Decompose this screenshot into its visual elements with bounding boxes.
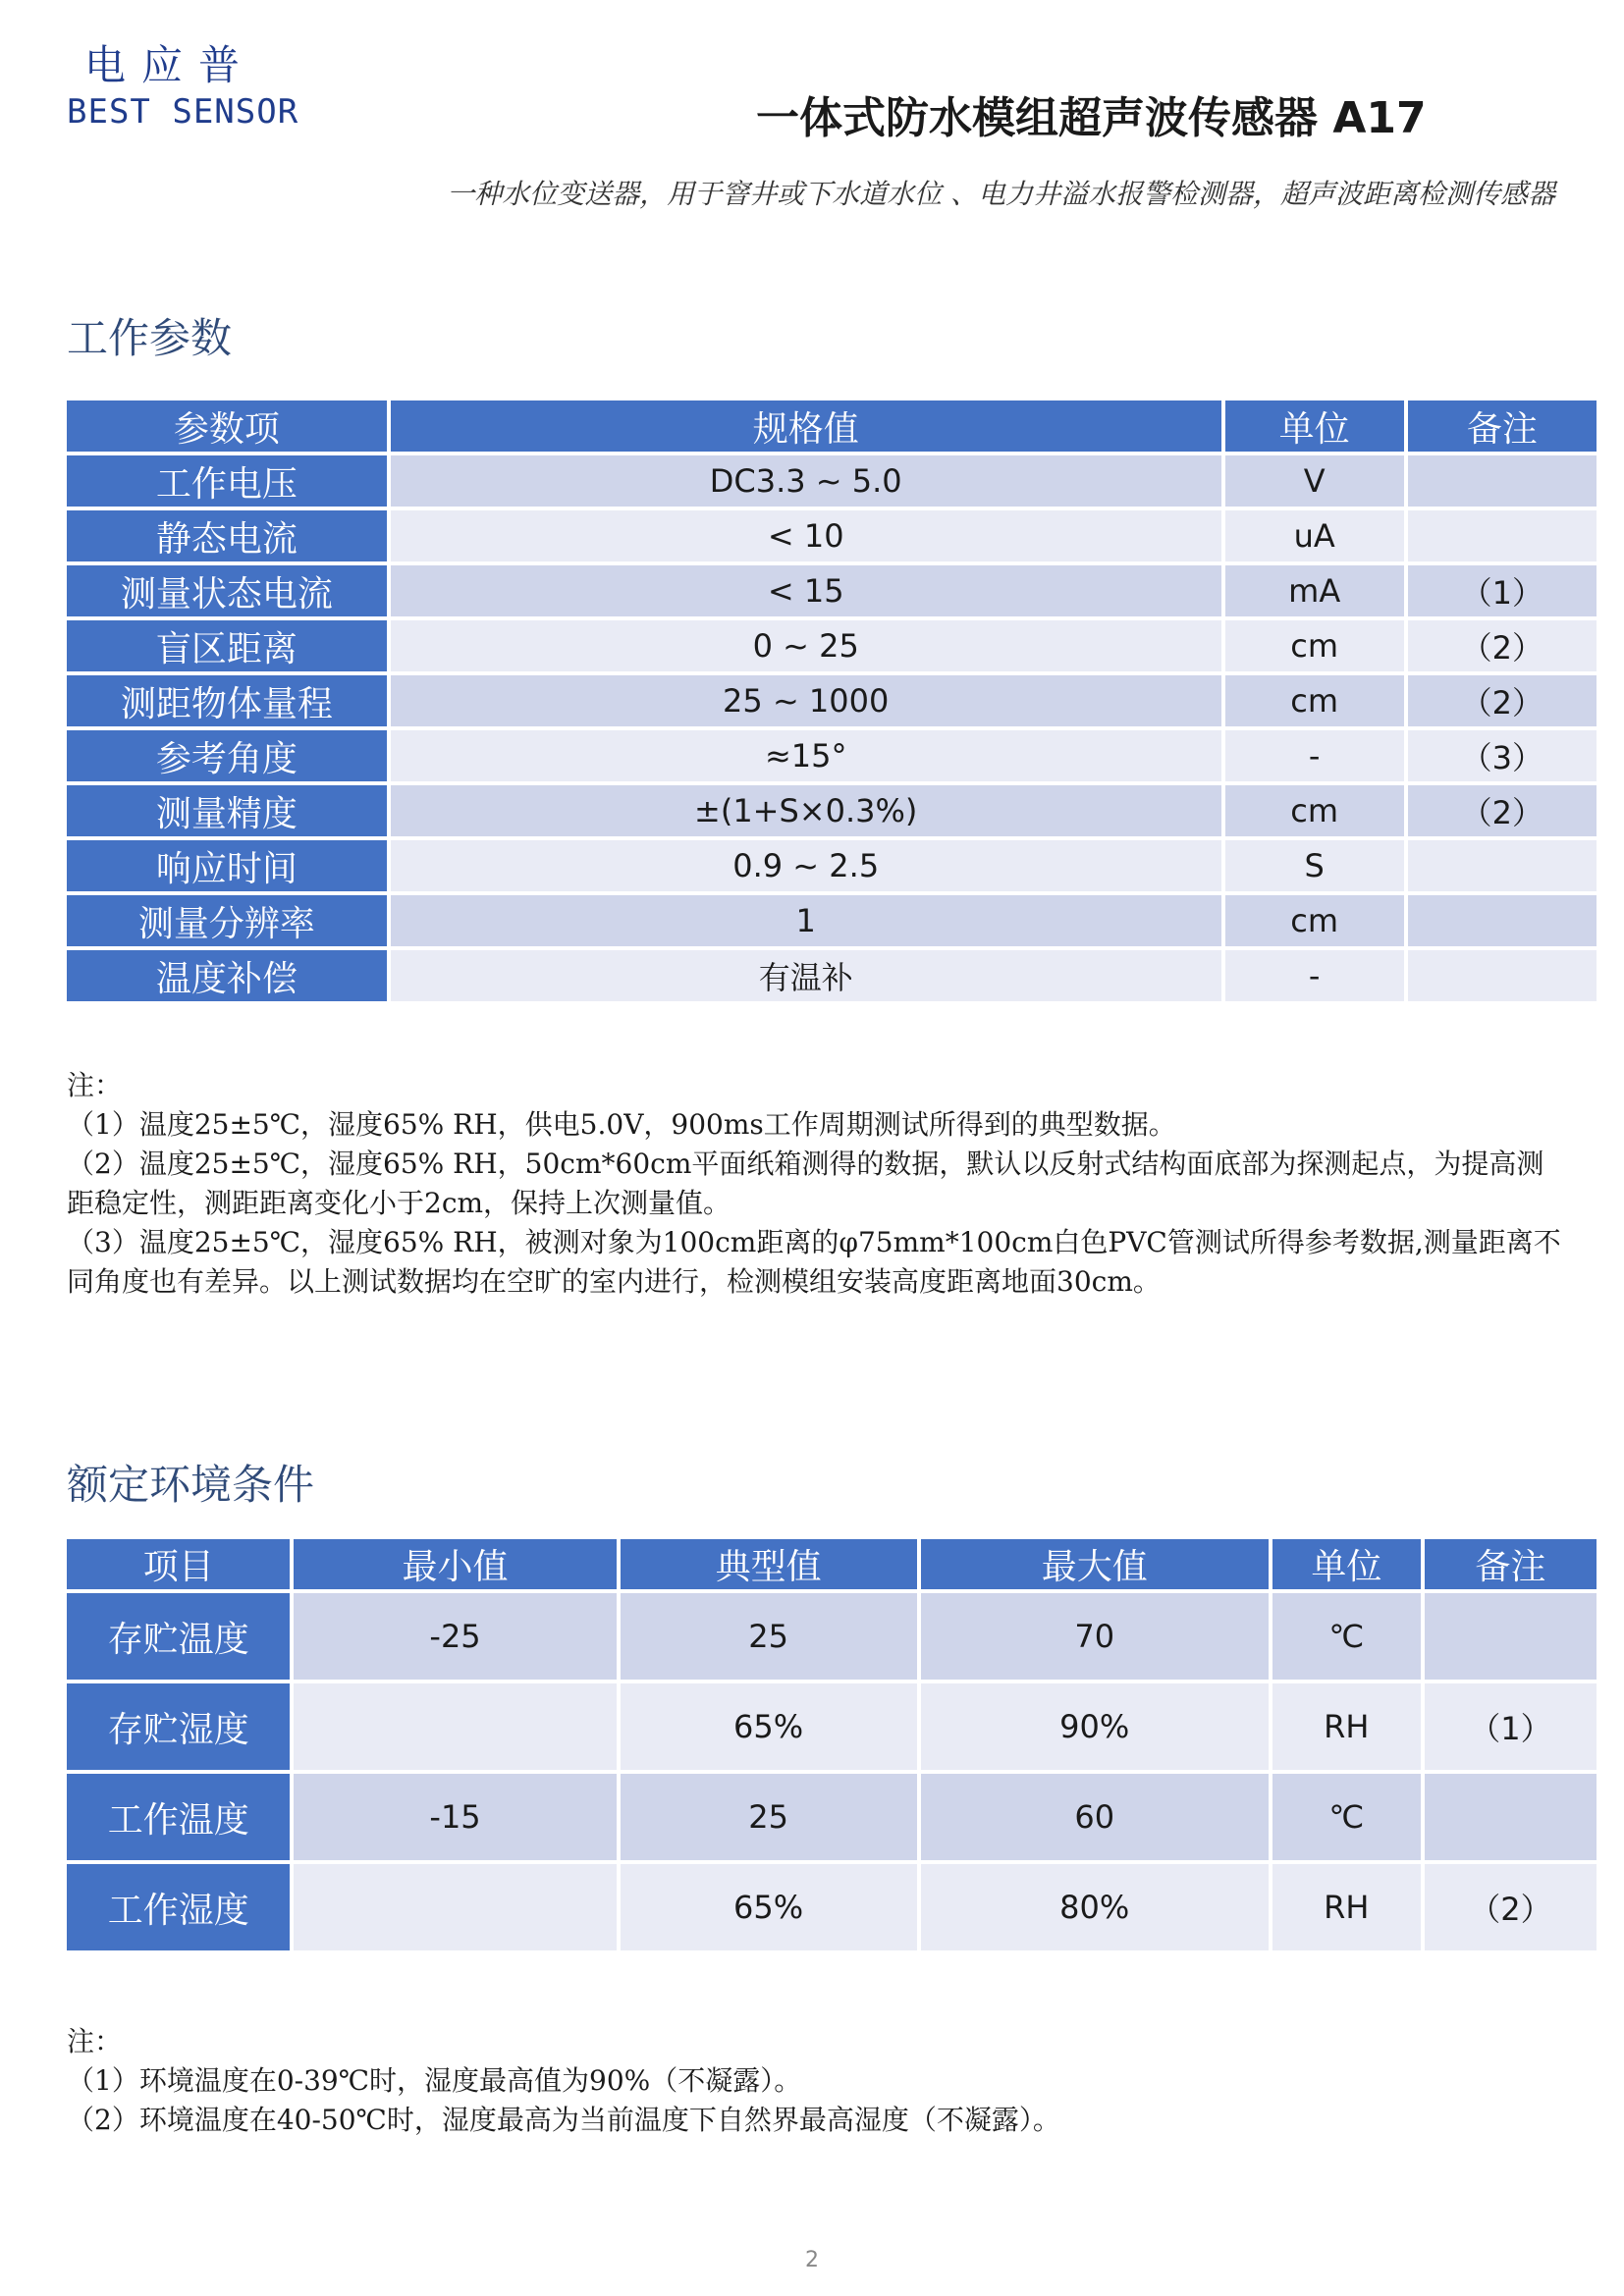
table-header-row bbox=[67, 1539, 1597, 1589]
table-cell: 25 ~ 1000 bbox=[391, 675, 1221, 726]
note-line: 注： bbox=[67, 2025, 123, 2057]
table-row bbox=[67, 455, 1597, 507]
table-cell: （1） bbox=[1425, 1683, 1597, 1770]
table-cell: 80% bbox=[921, 1864, 1269, 1950]
table-cell: 有温补 bbox=[391, 950, 1221, 1001]
table-cell: cm bbox=[1225, 675, 1404, 726]
section-title-environment: 额定环境条件 bbox=[67, 1461, 315, 1509]
column-header: 备注 bbox=[1425, 1539, 1597, 1589]
row-label: 工作温度 bbox=[67, 1774, 290, 1860]
table-cell: ≈15° bbox=[391, 730, 1221, 781]
environment-notes bbox=[67, 2022, 1569, 2140]
table-cell: ±(1+S×0.3%) bbox=[391, 785, 1221, 836]
parameters-notes bbox=[67, 1066, 1569, 1302]
row-label: 存贮湿度 bbox=[67, 1683, 290, 1770]
table-cell: RH bbox=[1272, 1864, 1421, 1950]
row-label: 测量状态电流 bbox=[67, 565, 387, 616]
table-row bbox=[67, 675, 1597, 726]
table-cell: 25 bbox=[621, 1774, 917, 1860]
column-header: 单位 bbox=[1225, 400, 1404, 452]
table-cell: 25 bbox=[621, 1593, 917, 1680]
table-cell: （2） bbox=[1408, 785, 1597, 836]
table-cell: cm bbox=[1225, 895, 1404, 946]
table-cell bbox=[1408, 895, 1597, 946]
table-cell: -25 bbox=[294, 1593, 616, 1680]
table-cell: 90% bbox=[921, 1683, 1269, 1770]
environment-table bbox=[63, 1535, 1600, 1954]
column-header: 最大值 bbox=[921, 1539, 1269, 1589]
brand-name-cn: 电应普 bbox=[84, 41, 256, 89]
table-cell bbox=[1408, 455, 1597, 507]
table-row bbox=[67, 1864, 1597, 1950]
table-cell: 70 bbox=[921, 1593, 1269, 1680]
table-row bbox=[67, 1593, 1597, 1680]
row-label: 测量分辨率 bbox=[67, 895, 387, 946]
table-cell: 1 bbox=[391, 895, 1221, 946]
row-label: 响应时间 bbox=[67, 840, 387, 891]
table-cell: （2） bbox=[1408, 620, 1597, 671]
table-cell: - bbox=[1225, 730, 1404, 781]
table-cell: - bbox=[1225, 950, 1404, 1001]
table-header-row bbox=[67, 400, 1597, 452]
table-row bbox=[67, 785, 1597, 836]
table-cell bbox=[294, 1864, 616, 1950]
table-cell: -15 bbox=[294, 1774, 616, 1860]
note-line: （1）温度25±5℃，湿度65% RH，供电5.0V，900ms工作周期测试所得到的典型数据。 bbox=[67, 1108, 1176, 1141]
table-row bbox=[67, 1774, 1597, 1860]
table-cell: （2） bbox=[1425, 1864, 1597, 1950]
table-cell: （3） bbox=[1408, 730, 1597, 781]
table-cell bbox=[1425, 1593, 1597, 1680]
document-subtitle: 一种水位变送器，用于窨井或下水道水位 、电力井溢水报警检测器，超声波距离检测传感器 bbox=[447, 178, 1555, 210]
note-line: （3）温度25±5℃，湿度65% RH，被测对象为100cm距离的φ75mm*100cm白色PVC管测试所得参考数据,测量距离不同角度也有差异。以上测试数据均在空旷的室内进行，检测模组安装高度距离地面30cm。 bbox=[67, 1226, 1561, 1298]
table-row bbox=[67, 950, 1597, 1001]
table-cell: （2） bbox=[1408, 675, 1597, 726]
row-label: 工作电压 bbox=[67, 455, 387, 507]
table-cell: （1） bbox=[1408, 565, 1597, 616]
table-cell: mA bbox=[1225, 565, 1404, 616]
table-cell: cm bbox=[1225, 785, 1404, 836]
row-label: 参考角度 bbox=[67, 730, 387, 781]
table-cell: 0.9 ~ 2.5 bbox=[391, 840, 1221, 891]
table-cell: RH bbox=[1272, 1683, 1421, 1770]
note-line: （2）环境温度在40-50℃时，湿度最高为当前温度下自然界最高湿度（不凝露）。 bbox=[67, 2104, 1060, 2136]
row-label: 工作湿度 bbox=[67, 1864, 290, 1950]
table-cell: ℃ bbox=[1272, 1593, 1421, 1680]
column-header: 参数项 bbox=[67, 400, 387, 452]
row-label: 温度补偿 bbox=[67, 950, 387, 1001]
section-title-parameters: 工作参数 bbox=[67, 314, 233, 362]
row-label: 测距物体量程 bbox=[67, 675, 387, 726]
row-label: 测量精度 bbox=[67, 785, 387, 836]
table-cell: cm bbox=[1225, 620, 1404, 671]
table-row bbox=[67, 730, 1597, 781]
note-line: （1）环境温度在0-39℃时，湿度最高值为90%（不凝露）。 bbox=[67, 2064, 802, 2097]
column-header: 项目 bbox=[67, 1539, 290, 1589]
table-cell bbox=[1408, 840, 1597, 891]
row-label: 静态电流 bbox=[67, 510, 387, 561]
row-label: 盲区距离 bbox=[67, 620, 387, 671]
table-cell: S bbox=[1225, 840, 1404, 891]
table-row bbox=[67, 510, 1597, 561]
note-line: （2）温度25±5℃，湿度65% RH，50cm*60cm平面纸箱测得的数据，默认以反射式结构面底部为探测起点，为提高测距稳定性，测距距离变化小于2cm，保持上次测量值。 bbox=[67, 1148, 1544, 1219]
table-cell bbox=[1408, 510, 1597, 561]
table-row bbox=[67, 620, 1597, 671]
table-cell bbox=[1408, 950, 1597, 1001]
table-cell: V bbox=[1225, 455, 1404, 507]
table-cell: ℃ bbox=[1272, 1774, 1421, 1860]
table-cell: 65% bbox=[621, 1864, 917, 1950]
column-header: 典型值 bbox=[621, 1539, 917, 1589]
table-row bbox=[67, 1683, 1597, 1770]
table-row bbox=[67, 895, 1597, 946]
table-cell bbox=[294, 1683, 616, 1770]
row-label: 存贮温度 bbox=[67, 1593, 290, 1680]
column-header: 单位 bbox=[1272, 1539, 1421, 1589]
note-line: 注： bbox=[67, 1069, 123, 1101]
column-header: 规格值 bbox=[391, 400, 1221, 452]
document-title: 一体式防水模组超声波传感器 A17 bbox=[756, 93, 1427, 143]
table-cell: < 10 bbox=[391, 510, 1221, 561]
column-header: 最小值 bbox=[294, 1539, 616, 1589]
table-row bbox=[67, 840, 1597, 891]
table-cell: < 15 bbox=[391, 565, 1221, 616]
table-cell: DC3.3 ~ 5.0 bbox=[391, 455, 1221, 507]
table-cell bbox=[1425, 1774, 1597, 1860]
table-cell: uA bbox=[1225, 510, 1404, 561]
table-cell: 60 bbox=[921, 1774, 1269, 1860]
table-cell: 0 ~ 25 bbox=[391, 620, 1221, 671]
brand-name-en: BEST SENSOR bbox=[67, 92, 299, 132]
table-row bbox=[67, 565, 1597, 616]
parameters-table bbox=[63, 397, 1600, 1005]
table-cell: 65% bbox=[621, 1683, 917, 1770]
column-header: 备注 bbox=[1408, 400, 1597, 452]
page-number: 2 bbox=[805, 2248, 819, 2272]
